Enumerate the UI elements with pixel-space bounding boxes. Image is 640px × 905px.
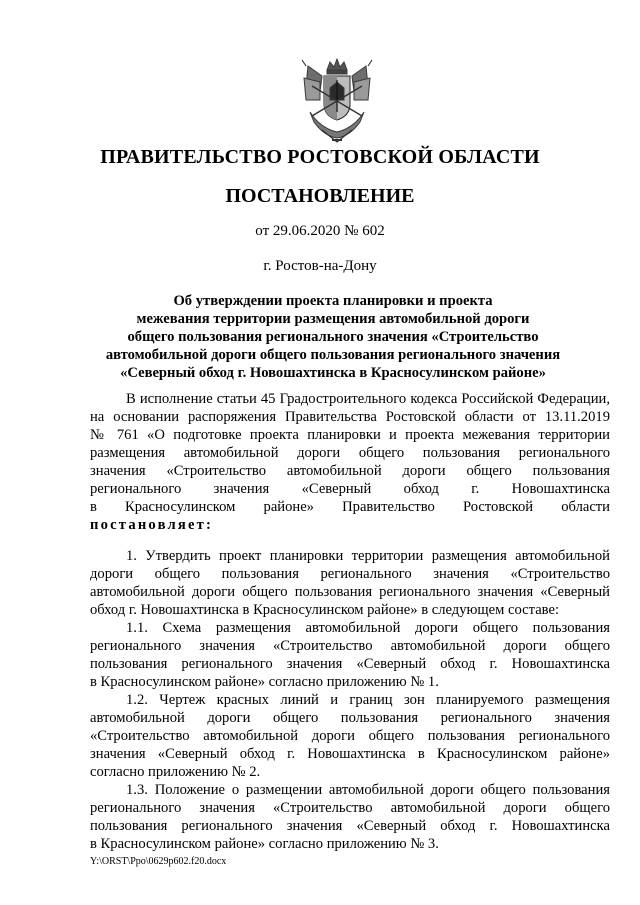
item-1-paragraph <box>90 547 610 619</box>
item-1-line: 1. Утвердить проект планировки территории размещения автомобильной <box>126 548 610 564</box>
subject-line: Об утверждении проекта планировки и проекта <box>173 293 493 309</box>
preamble-line: В исполнение статьи 45 Градостроительного кодекса Российской Федерации, <box>126 391 610 407</box>
item-1-2-line: «Строительство автомобильной дороги общего пользования регионального <box>90 728 610 744</box>
item-1-3-line: регионального значения «Строительство автомобильной дороги общего <box>90 800 610 816</box>
item-1-line: дороги общего пользования регионального значения «Строительство <box>90 566 610 582</box>
item-1-2-line: согласно приложению № 2. <box>90 764 261 780</box>
document-subject <box>100 292 566 382</box>
preamble-line: № 761 «О подготовке проекта планировки и проекта межевания территории <box>90 427 610 443</box>
document-date-number: от 29.06.2020 № 602 <box>255 223 385 239</box>
item-1-2-line: автомобильной дороги общего пользования регионального значения <box>90 710 610 726</box>
file-path-footer: Y:\ORST\Ppo\0629p602.f20.docx <box>90 856 227 867</box>
item-1-1-line: 1.1. Схема размещения автомобильной дороги общего пользования <box>126 620 610 636</box>
preamble-line: размещения автомобильной дороги общего пользования регионального <box>90 445 610 461</box>
preamble-line: на основании распоряжения Правительства Ростовской области от 13.11.2019 <box>90 409 610 425</box>
item-1-1-paragraph <box>90 619 610 691</box>
preamble-paragraph <box>90 390 610 534</box>
item-1-1-line: пользования регионального значения «Северный обход г. Новошахтинска <box>90 656 610 672</box>
decree-word: постановляет: <box>90 517 214 533</box>
preamble-line: регионального значения «Северный обход г. Новошахтинска <box>90 481 610 497</box>
item-1-1-line: регионального значения «Строительство автомобильной дороги общего <box>90 638 610 654</box>
document-city: г. Ростов-на-Дону <box>263 258 377 274</box>
government-title: ПРАВИТЕЛЬСТВО РОСТОВСКОЙ ОБЛАСТИ <box>100 146 540 168</box>
subject-line: общего пользования регионального значения «Строительство <box>127 329 539 345</box>
preamble-line: в Красносулинском районе» Правительство Ростовской области <box>90 499 610 515</box>
item-1-2-paragraph <box>90 691 610 781</box>
rostov-coat-of-arms-icon <box>300 56 374 144</box>
item-1-2-line: 1.2. Чертеж красных линий и границ зон планируемого размещения <box>126 692 610 708</box>
document-type: ПОСТАНОВЛЕНИЕ <box>225 185 415 207</box>
preamble-line: значения «Строительство автомобильной дороги общего пользования <box>90 463 610 479</box>
item-1-line: обход г. Новошахтинска в Красносулинском районе» в следующем составе: <box>90 602 560 618</box>
subject-line: автомобильной дороги общего пользования регионального значения <box>105 347 561 363</box>
item-1-line: автомобильной дороги общего пользования регионального значения «Северный <box>90 584 610 600</box>
subject-line: межевания территории размещения автомобильной дороги <box>136 311 530 327</box>
item-1-2-line: значения «Северный обход г. Новошахтинска в Красносулинском районе» <box>90 746 610 762</box>
subject-line: «Северный обход г. Новошахтинска в Красносулинском районе» <box>120 365 546 381</box>
item-1-3-line: 1.3. Положение о размещении автомобильной дороги общего пользования <box>126 782 610 798</box>
item-1-3-line: пользования регионального значения «Северный обход г. Новошахтинска <box>90 818 610 834</box>
item-1-1-line: в Красносулинском районе» согласно приложению № 1. <box>90 674 439 690</box>
item-1-3-paragraph <box>90 781 610 853</box>
item-1-3-line: в Красносулинском районе» согласно приложению № 3. <box>90 836 439 852</box>
